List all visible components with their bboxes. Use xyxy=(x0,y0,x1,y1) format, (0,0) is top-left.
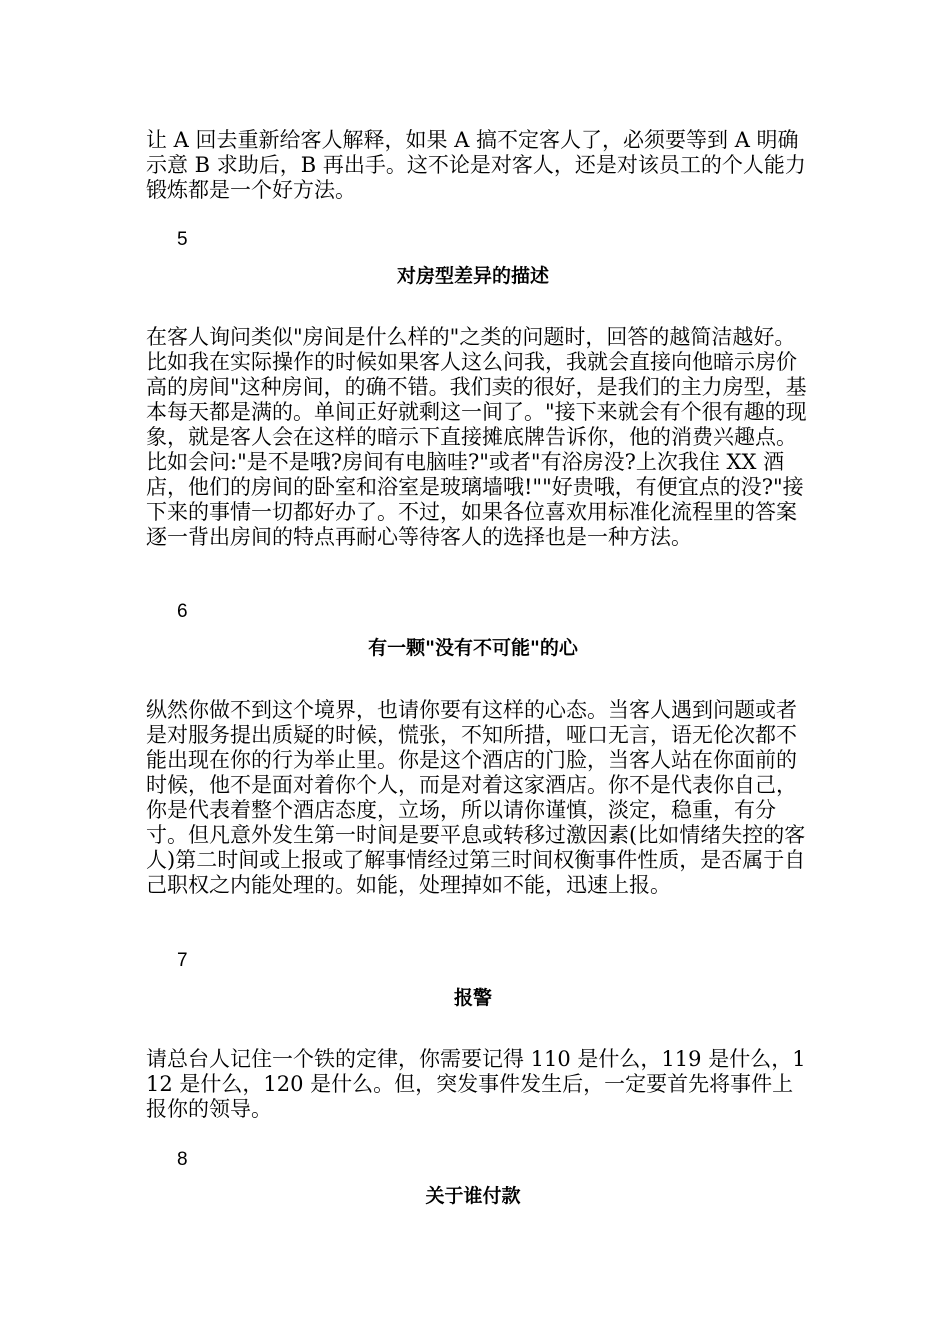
section-paragraph-5: 在客人询问类似"房间是什么样的"之类的问题时，回答的越简洁越好。比如我在实际操作的时候如果客人这么问我，我就会直接向他暗示房价高的房间"这种房间，的确不错。我们卖的很好，是我们的主力房型，基本每天都是满的。单间正好就剩这一间了。"接下来就会有个很有趣的现象，就是客人会在这样的暗示下直接摊底牌告诉你，他的消费兴趣点。比如会问:"是不是哦?房间有电脑哇?"或者"有浴房没?上次我住 XX 酒店，他们的房间的卧室和浴室是玻璃墙哦!""好贵哦，有便宜点的没?"接下来的事情一切都好办了。不过，如果各位喜欢用标准化流程里的答案逐一背出房间的特点再耐心等待客人的选择也是一种方法。 xyxy=(146,325,807,549)
section-number-8: 8 xyxy=(177,1149,188,1170)
section-title-5: 对房型差异的描述 xyxy=(396,265,549,287)
section-number-7: 7 xyxy=(177,950,188,971)
section-title-7: 报警 xyxy=(453,987,492,1009)
section-title-6: 有一颗"没有不可能"的心 xyxy=(368,637,578,659)
section-paragraph-7: 请总台人记住一个铁的定律，你需要记得 110 是什么，119 是什么，112 是什么，120 是什么。但，突发事件发生后，一定要首先将事件上报你的领导。 xyxy=(146,1047,806,1121)
section-title-8: 关于谁付款 xyxy=(425,1185,521,1207)
section-paragraph-6: 纵然你做不到这个境界，也请你要有这样的心态。当客人遇到问题或者是对服务提出质疑的时候，慌张，不知所措，哑口无言，语无伦次都不能出现在你的行为举止里。你是这个酒店的门脸，当客人站在你面前的时候，他不是面对着你个人，而是对着这家酒店。你不是代表你自己，你是代表着整个酒店态度，立场，所以请你谨慎，淡定，稳重，有分寸。但凡意外发生第一时间是要平息或转移过激因素(比如情绪失控的客人)第二时间或上报或了解事情经过第三时间权衡事件性质，是否属于自己职权之内能处理的。如能，处理掉如不能，迅速上报。 xyxy=(146,698,806,897)
section-number-6: 6 xyxy=(177,601,188,622)
section-number-5: 5 xyxy=(177,229,188,250)
intro-paragraph: 让 A 回去重新给客人解释，如果 A 搞不定客人了，必须要等到 A 明确示意 B 求助后，B 再出手。这不论是对客人，还是对该员工的个人能力锻炼都是一个好方法。 xyxy=(146,128,806,202)
